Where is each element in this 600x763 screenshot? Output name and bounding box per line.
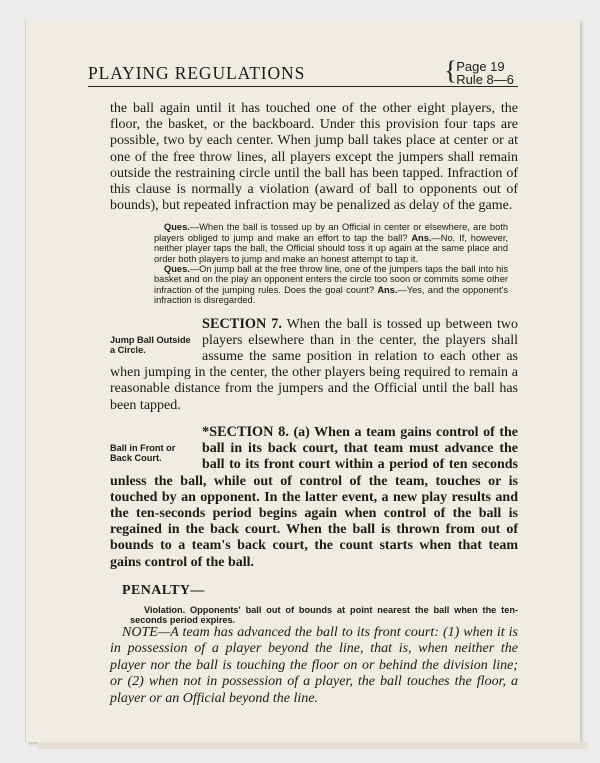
page-number: Page 19 — [456, 59, 505, 74]
note-paragraph: NOTE—A team has advanced the ball to its front court: (1) when it is in possession of a player beyond the line, that is, when neither the player nor the ball is touching the floor on or behind the division line; or (2) when not in possession of a player, the ball touches the floor, a player or an Official beyond the line. — [110, 624, 518, 706]
section-8-text: (a) When a team gains control of the ball in its back court, that team must advance the ball to its front court within a period of ten seconds unless the ball, while out of control of the team, touches or is touched by an opponent. In the latter event, a new play results and the ten-seconds period begins again when control of the ball is regained in the back court. When the ball is thrown from out of bounds to a team's back court, the count starts when that team gains control of the ball. — [110, 424, 519, 570]
qa-item — [154, 222, 508, 264]
question-text: —When the ball is tossed up by an Official in center or elsewhere, are both players obliged to jump and make an effort to tap the ball? — [154, 222, 508, 243]
brace-glyph: { — [444, 56, 457, 85]
running-title: PLAYING REGULATIONS — [88, 63, 306, 83]
question-label: Ques. — [164, 264, 190, 275]
section-8-side-note: Ball in Front or Back Court. — [110, 442, 176, 464]
penalty-text: Violation. Opponents' ball out of bounds at point nearest the ball when the ten-seconds period expires. — [130, 604, 518, 625]
section-7-text: When the ball is tossed up between two players elsewhere than in the center, the players shall assume the same position in relation to each other as when jumping in the center, the other players being required to remain a reasonable distance from the jumpers and the Official until the ball has been tapped. — [110, 316, 518, 413]
answer-text: —Yes, and the opponent's infraction is disregarded. — [154, 284, 508, 306]
section-7 — [110, 316, 518, 414]
rule-number: Rule 8—6 — [456, 72, 514, 87]
section-7-label: SECTION 7. — [202, 315, 282, 332]
questions-answers — [154, 222, 508, 305]
answer-label: Ans. — [377, 284, 398, 295]
header-divider — [88, 86, 518, 87]
question-text: —On jump ball at the free throw line, one of the jumpers taps the ball into his basket and on the play an opponent enters the circle too soon or commits some other infraction of the jumping rules. Does the goal count? — [154, 264, 508, 295]
page-body — [110, 101, 518, 707]
section-8 — [110, 424, 518, 571]
page-reference — [444, 56, 514, 87]
penalty-heading: PENALTY— — [122, 582, 205, 598]
section-7-side-note: Jump Ball Outside a Circle. — [110, 334, 191, 355]
intro-paragraph: the ball again until it has touched one of the other eight players, the floor, the basket, or the backboard. Under this provision four taps are possible, two by each center. When jump ball takes place at center or at one of the free throw lines, all players except the jumpers shall remain outside the restraining circle until the ball has been tapped. Infraction of this clause is normally a violation (award of ball to opponents out of bounds), but repeated infraction may be penalized as delay of the game. — [110, 101, 518, 214]
answer-label: Ans. — [411, 232, 432, 243]
qa-item — [154, 264, 508, 306]
answer-text: —No. If, however, neither player taps the ball, the Official should toss it up again at the same place and order both players to jump and make an honest attempt to tap it. — [154, 232, 508, 264]
question-label: Ques. — [164, 222, 190, 233]
section-7-paragraph — [110, 316, 518, 414]
section-8-label: *SECTION 8. — [202, 423, 289, 440]
